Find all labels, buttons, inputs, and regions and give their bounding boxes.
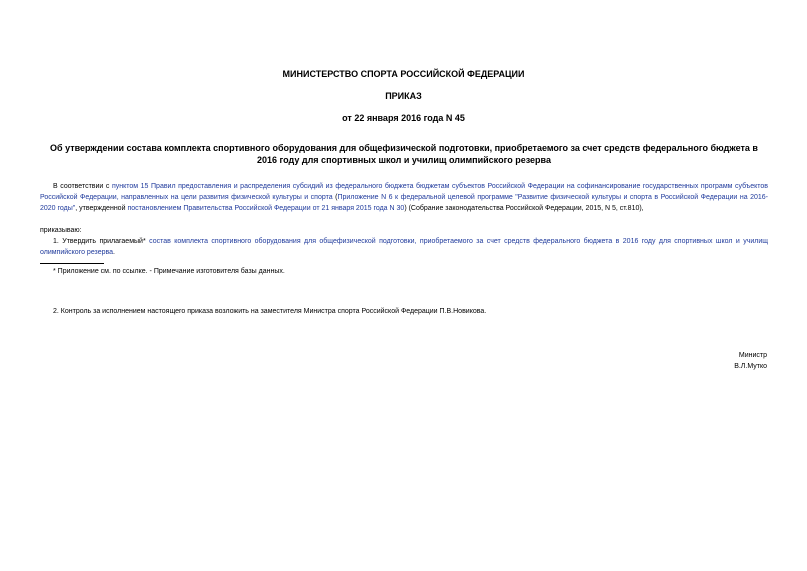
preamble-text-1: В соответствии с <box>53 183 112 190</box>
program-appendix-link[interactable]: Приложение N 6 к федеральной целевой программе "Развитие физической культуры и спорта в Российской Федерации на 2016-2020 годы" <box>40 194 769 212</box>
item-2-paragraph: 2. Контроль за исполнением настоящего приказа возложить на заместителя Министра спорта Российской Федерации П.В.Новикова. <box>53 308 487 315</box>
government-decree-link[interactable]: постановлением Правительства Российской Федерации от 21 января 2015 года N 30 <box>127 205 405 212</box>
preamble-text-2: ( <box>332 194 338 201</box>
footnote-text: * Приложение см. по ссылке. - Примечание изготовителя базы данных. <box>53 268 285 275</box>
item-1-paragraph <box>40 236 768 258</box>
document-type: ПРИКАЗ <box>385 91 422 101</box>
preamble-text-4: ) (Собрание законодательства Российской Федерации, 2015, N 5, ст.810), <box>404 205 644 212</box>
equipment-set-link[interactable]: состав комплекта спортивного оборудования для общефизической подготовки, приобретаемого за счет средств федерального бюджета в 2016 году для спортивных школ и училищ олимпийского резерва <box>40 238 769 256</box>
item-1-text: 1. Утвердить прилагаемый* <box>53 238 146 245</box>
signature-position: Министр <box>738 352 767 359</box>
ministry-name: МИНИСТЕРСТВО СПОРТА РОССИЙСКОЙ ФЕДЕРАЦИИ <box>282 69 525 79</box>
signature-name: В.Л.Мутко <box>734 363 767 370</box>
item-1-end: . <box>113 249 115 256</box>
rules-link[interactable]: пунктом 15 Правил предоставления и распределения субсидий из федерального бюджета бюджетам субъектов Российской Федерации на софинансирование государственных программ субъектов Российской Федерации, направленных на цели развития физической культуры и спорта <box>40 183 769 201</box>
order-word: приказываю: <box>40 227 82 234</box>
preamble-text-3: , утвержденной <box>75 205 128 212</box>
document-title: Об утверждении состава комплекта спортивного оборудования для общефизической подготовки, приобретаемого за счет средств федерального бюджета в 2016 году для спортивных школ и училищ олимпийского резерва <box>50 143 758 165</box>
document-date-number: от 22 января 2016 года N 45 <box>342 113 465 123</box>
footnote-divider <box>40 263 104 264</box>
preamble-paragraph <box>40 181 768 214</box>
